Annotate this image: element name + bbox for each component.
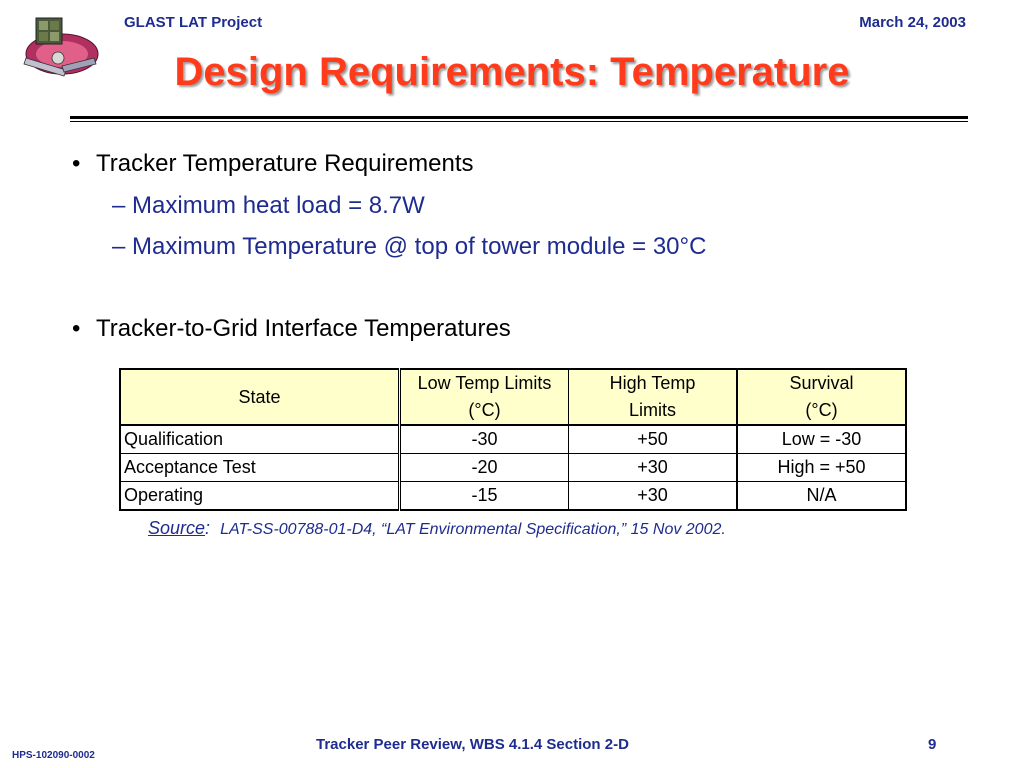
bullet-text: Tracker-to-Grid Interface Temperatures — [96, 315, 511, 342]
source-citation — [148, 518, 726, 539]
header-low-temp: Low Temp Limits (°C) — [400, 369, 569, 425]
sub-bullet-text: Maximum Temperature @ top of tower module = 30°C — [132, 233, 707, 260]
source-text: LAT-SS-00788-01-D4, “LAT Environmental Specification,” 15 Nov 2002. — [220, 521, 726, 538]
table-row — [120, 482, 906, 511]
source-label: Source — [148, 518, 206, 538]
cell-state: Acceptance Test — [120, 454, 400, 482]
header-survival: Survival (°C) — [737, 369, 906, 425]
slide-title: Design Requirements: Temperature — [174, 50, 850, 94]
slide-date: March 24, 2003 — [859, 14, 966, 31]
cell-low: -30 — [400, 425, 569, 454]
cell-state: Operating — [120, 482, 400, 511]
cell-high: +30 — [569, 482, 738, 511]
cell-state: Qualification — [120, 425, 400, 454]
table-row — [120, 454, 906, 482]
footer-title: Tracker Peer Review, WBS 4.1.4 Section 2-D — [316, 736, 629, 753]
temperature-limits-table — [119, 368, 907, 511]
header-state: State — [120, 369, 400, 425]
project-name: GLAST LAT Project — [124, 14, 263, 31]
footer-doc-id: HPS-102090-0002 — [12, 750, 95, 761]
dash-marker: – — [112, 233, 133, 260]
source-colon: : — [205, 518, 211, 538]
table-row — [120, 425, 906, 454]
page-number: 9 — [928, 736, 937, 753]
table-header-row — [120, 369, 906, 425]
dash-marker: – — [112, 192, 133, 219]
cell-high: +50 — [569, 425, 738, 454]
title-divider-thin — [70, 121, 968, 122]
cell-low: -15 — [400, 482, 569, 511]
cell-low: -20 — [400, 454, 569, 482]
cell-survival: Low = -30 — [781, 429, 862, 449]
bullet-dot-icon: • — [72, 150, 81, 177]
bullet-dot-icon: • — [72, 315, 81, 342]
cell-high: +30 — [569, 454, 738, 482]
bullet-text: Tracker Temperature Requirements — [96, 150, 474, 177]
header-high-temp: High Temp Limits — [569, 369, 738, 425]
sub-bullet-item — [112, 233, 706, 261]
sub-bullet-item — [112, 192, 425, 220]
cell-survival: High = +50 — [737, 454, 906, 482]
cell-survival: N/A — [737, 482, 906, 511]
sub-bullet-text: Maximum heat load = 8.7W — [132, 192, 425, 219]
title-divider-thick — [70, 116, 968, 119]
